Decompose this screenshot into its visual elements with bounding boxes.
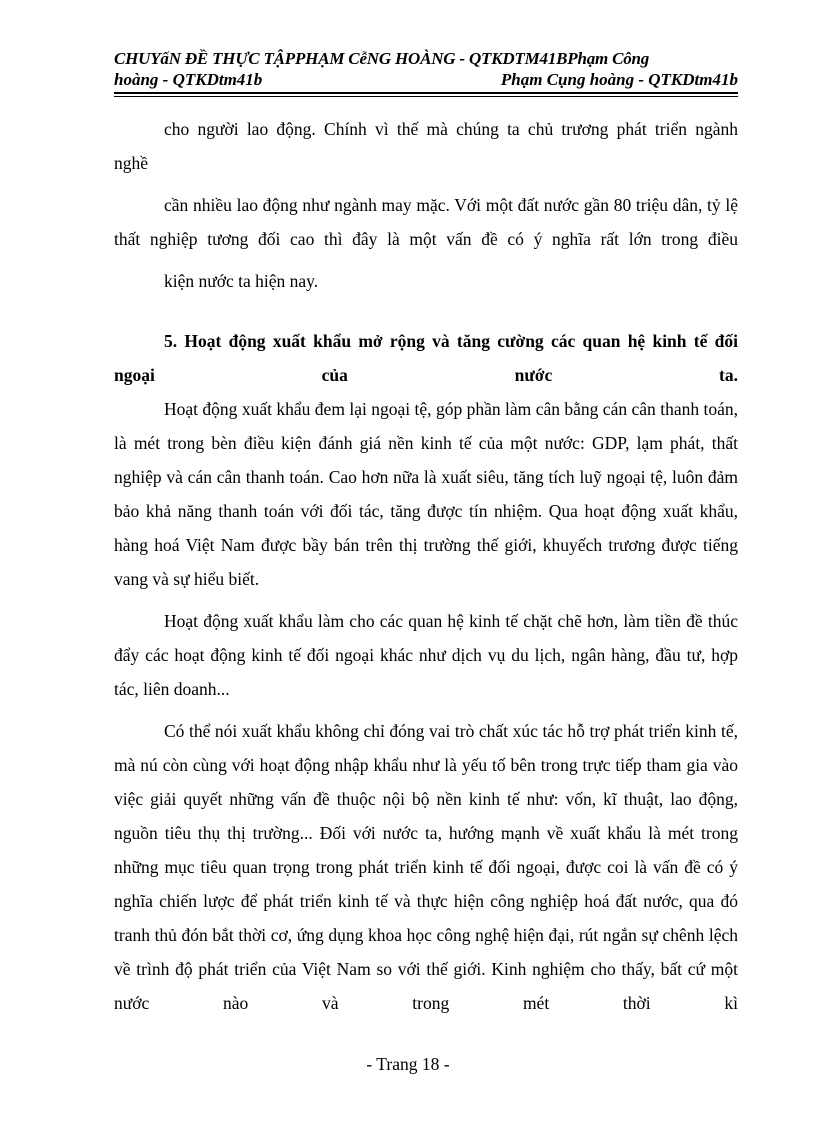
header-rule [114, 92, 738, 94]
header-line-2-right: Phạm Cụng hoàng - QTKDtm41b [500, 70, 738, 89]
paragraph-fragment-2-end: kiện nước ta hiện nay. [164, 271, 319, 291]
header-line-2 [114, 69, 738, 90]
header-line-1: CHUYấN ĐỀ THỰC TẬPPHẠM CễNG HOÀNG - QTKDTM41BPhạm Công [114, 49, 650, 68]
paragraph-fragment-1: cho người lao động. Chính vì thế mà chúng ta chủ trương phát triển ngành [164, 119, 738, 139]
paragraph-fragment-2: cần nhiều lao động như ngành may mặc. Với một đất nước gần 80 triệu dân, tỷ lệ thất nghiệp tương đối cao thì đây là một vấn đề có ý nghĩa rất lớn trong điều [114, 195, 738, 249]
document-body [114, 112, 738, 1020]
body-paragraph-3: Có thể nói xuất khẩu không chỉ đóng vai trò chất xúc tác hỗ trợ phát triển kinh tế, mà nú còn cùng với hoạt động nhập khẩu như là yếu tố bên trong trực tiếp tham gia vào việc giải quyết những vấn đề thuộc nội bộ nền kinh tế như: vốn, kĩ thuật, lao động, nguồn tiêu thụ thị trường... Đối với nước ta, hướng mạnh về xuất khẩu là mét trong những mục tiêu quan trọng trong phát triển kinh tế đối ngoại, được coi là vấn đề có ý nghĩa chiến lược để phát triển kinh tế và thực hiện công nghiệp hoá đất nước, qua đó tranh thủ đón bắt thời cơ, ứng dụng khoa học công nghệ hiện đại, rút ngắn sự chênh lệch về trình độ phát triển của Việt Nam so với thế giới. Kinh nghiệm cho thấy, bất cứ một nước nào và trong mét thời kì [114, 721, 738, 1013]
page-number: - Trang 18 - [366, 1054, 450, 1074]
header-rule-thin [114, 96, 738, 97]
section-heading: 5. Hoạt động xuất khẩu mở rộng và tăng cường các quan hệ kinh tế đối ngoại của nước ta. [114, 331, 738, 385]
body-paragraph-1: Hoạt động xuất khẩu đem lại ngoại tệ, góp phần làm cân bằng cán cân thanh toán, là mét trong bèn điều kiện đánh giá nền kinh tế của một nước: GDP, lạm phát, thất nghiệp và cán cân thanh toán. Cao hơn nữa là xuất siêu, tăng tích luỹ ngoại tệ, luôn đảm bảo khả năng thanh toán với đối tác, tăng được tín nhiệm. Qua hoạt động xuất khẩu, hàng hoá Việt Nam được bầy bán trên thị trường thế giới, khuyếch trương được tiếng vang và sự hiểu biết. [114, 399, 738, 589]
body-paragraph-2: Hoạt động xuất khẩu làm cho các quan hệ kinh tế chặt chẽ hơn, làm tiền đề thúc đẩy các hoạt động kinh tế đối ngoại khác như dịch vụ du lịch, ngân hàng, đầu tư, hợp tác, liên doanh... [114, 611, 738, 699]
paragraph-fragment-1-end: nghề [114, 153, 149, 173]
page-header [114, 48, 738, 90]
header-line-2-left: hoàng - QTKDtm41b [114, 70, 263, 89]
